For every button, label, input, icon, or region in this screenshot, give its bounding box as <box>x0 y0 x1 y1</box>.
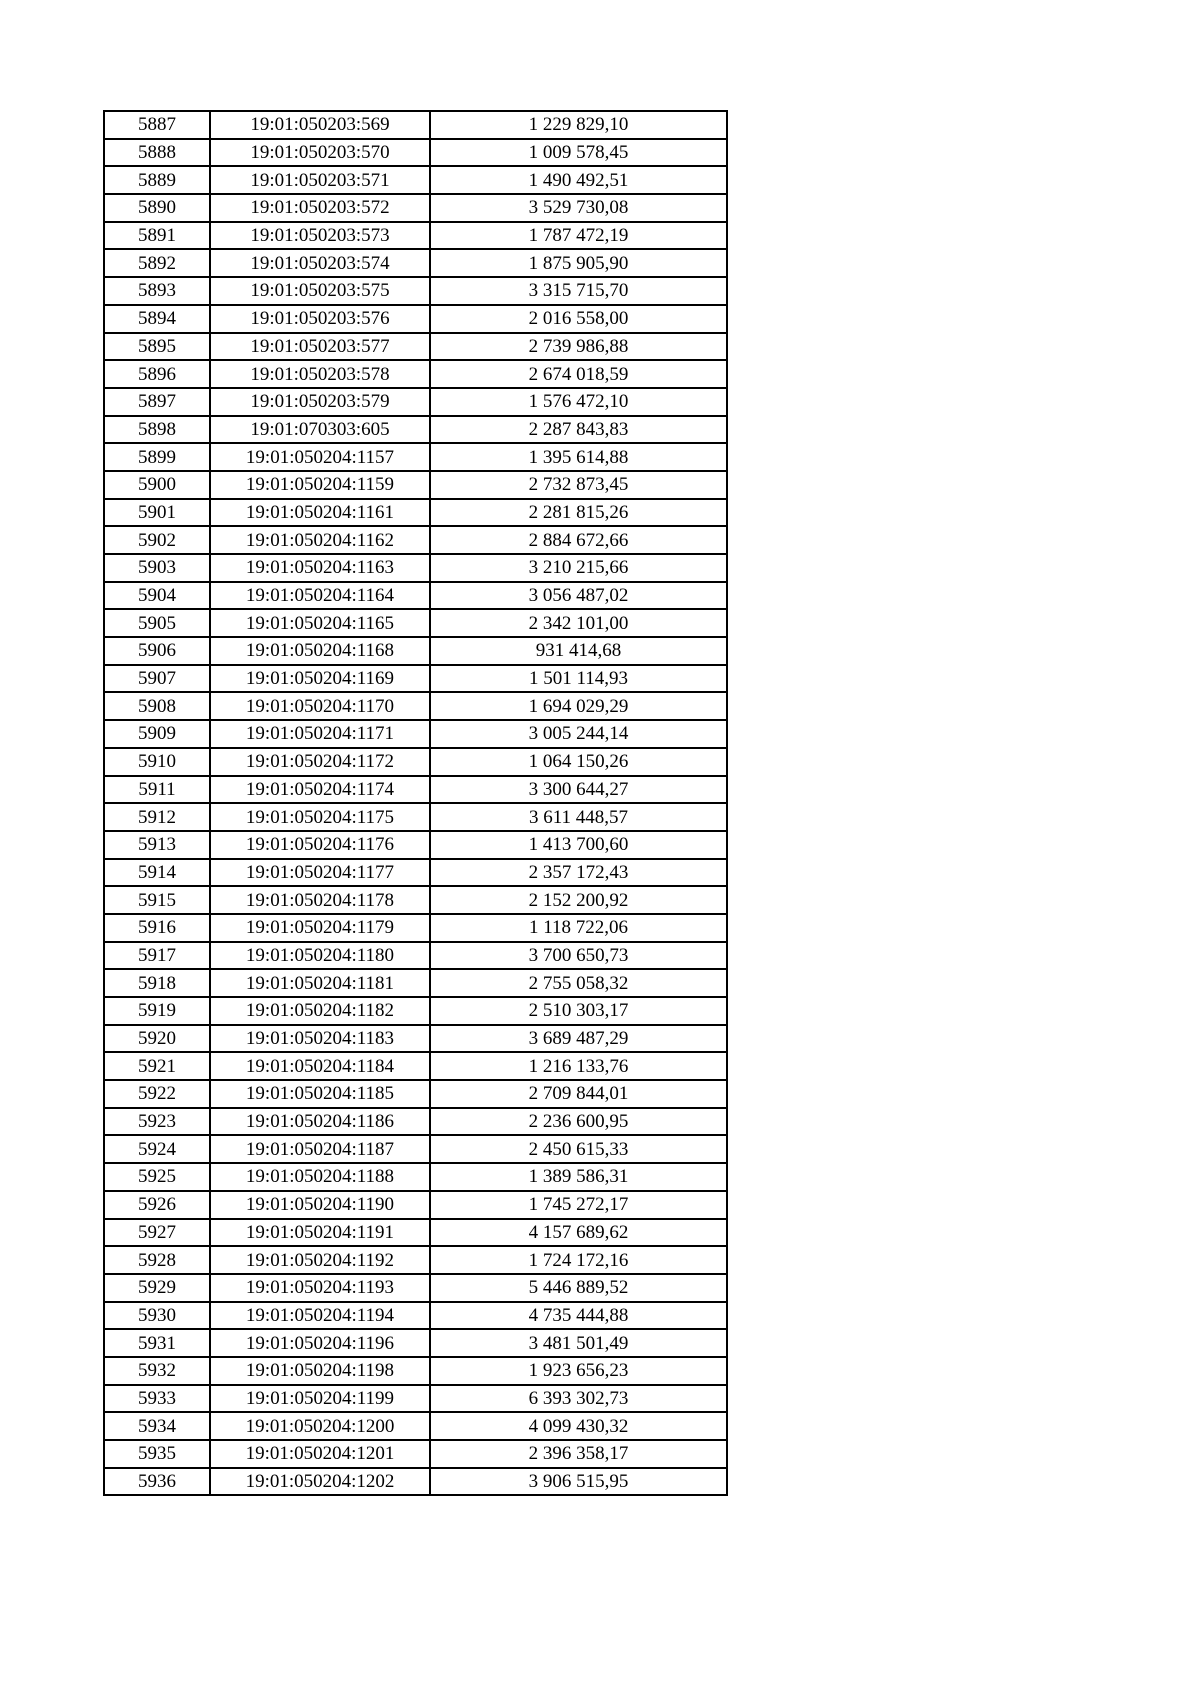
table-row <box>104 886 727 914</box>
value-cell: 4 735 444,88 <box>430 1302 727 1330</box>
cadastral-number-cell: 19:01:050204:1193 <box>210 1274 430 1302</box>
row-number-cell: 5905 <box>104 609 210 637</box>
table-row <box>104 914 727 942</box>
row-number-cell: 5894 <box>104 305 210 333</box>
value-cell: 6 393 302,73 <box>430 1385 727 1413</box>
table-row <box>104 194 727 222</box>
value-cell: 1 576 472,10 <box>430 388 727 416</box>
cadastral-number-cell: 19:01:050203:574 <box>210 249 430 277</box>
value-cell: 1 389 586,31 <box>430 1163 727 1191</box>
table-row <box>104 526 727 554</box>
cadastral-number-cell: 19:01:050204:1191 <box>210 1219 430 1247</box>
row-number-cell: 5909 <box>104 720 210 748</box>
cadastral-number-cell: 19:01:050204:1157 <box>210 443 430 471</box>
row-number-cell: 5903 <box>104 554 210 582</box>
cadastral-number-cell: 19:01:050204:1186 <box>210 1108 430 1136</box>
table-row <box>104 1329 727 1357</box>
table-row <box>104 1052 727 1080</box>
value-cell: 1 395 614,88 <box>430 443 727 471</box>
table-row <box>104 997 727 1025</box>
row-number-cell: 5890 <box>104 194 210 222</box>
row-number-cell: 5932 <box>104 1357 210 1385</box>
row-number-cell: 5927 <box>104 1219 210 1247</box>
row-number-cell: 5925 <box>104 1163 210 1191</box>
table-row <box>104 249 727 277</box>
row-number-cell: 5930 <box>104 1302 210 1330</box>
value-cell: 1 413 700,60 <box>430 831 727 859</box>
cadastral-number-cell: 19:01:050204:1201 <box>210 1440 430 1468</box>
value-cell: 2 510 303,17 <box>430 997 727 1025</box>
value-cell: 1 490 492,51 <box>430 166 727 194</box>
value-cell: 3 300 644,27 <box>430 776 727 804</box>
row-number-cell: 5917 <box>104 942 210 970</box>
table-row <box>104 1135 727 1163</box>
table-row <box>104 139 727 167</box>
row-number-cell: 5887 <box>104 111 210 139</box>
row-number-cell: 5908 <box>104 692 210 720</box>
cadastral-number-cell: 19:01:050204:1163 <box>210 554 430 582</box>
table-row <box>104 1440 727 1468</box>
table-row <box>104 277 727 305</box>
table-row <box>104 416 727 444</box>
table-row <box>104 942 727 970</box>
cadastral-number-cell: 19:01:050204:1192 <box>210 1246 430 1274</box>
table-row <box>104 305 727 333</box>
value-cell: 2 709 844,01 <box>430 1080 727 1108</box>
cadastral-number-cell: 19:01:050203:573 <box>210 222 430 250</box>
value-cell: 3 689 487,29 <box>430 1025 727 1053</box>
table-row <box>104 776 727 804</box>
table-row <box>104 1219 727 1247</box>
row-number-cell: 5902 <box>104 526 210 554</box>
row-number-cell: 5910 <box>104 748 210 776</box>
value-cell: 2 450 615,33 <box>430 1135 727 1163</box>
cadastral-number-cell: 19:01:050203:569 <box>210 111 430 139</box>
table-row <box>104 166 727 194</box>
value-cell: 2 342 101,00 <box>430 609 727 637</box>
row-number-cell: 5935 <box>104 1440 210 1468</box>
value-cell: 2 281 815,26 <box>430 499 727 527</box>
table-row <box>104 333 727 361</box>
row-number-cell: 5936 <box>104 1468 210 1496</box>
cadastral-number-cell: 19:01:050203:575 <box>210 277 430 305</box>
cadastral-number-cell: 19:01:050204:1200 <box>210 1412 430 1440</box>
cadastral-number-cell: 19:01:050204:1176 <box>210 831 430 859</box>
value-cell: 1 501 114,93 <box>430 665 727 693</box>
cadastral-number-cell: 19:01:050204:1181 <box>210 969 430 997</box>
value-cell: 2 152 200,92 <box>430 886 727 914</box>
cadastral-value-table <box>103 110 728 1496</box>
value-cell: 2 884 672,66 <box>430 526 727 554</box>
cadastral-number-cell: 19:01:050204:1162 <box>210 526 430 554</box>
value-cell: 1 064 150,26 <box>430 748 727 776</box>
value-cell: 3 056 487,02 <box>430 582 727 610</box>
table-row <box>104 1191 727 1219</box>
value-cell: 2 016 558,00 <box>430 305 727 333</box>
table-row <box>104 388 727 416</box>
row-number-cell: 5916 <box>104 914 210 942</box>
table-row <box>104 1108 727 1136</box>
row-number-cell: 5924 <box>104 1135 210 1163</box>
value-cell: 1 229 829,10 <box>430 111 727 139</box>
cadastral-number-cell: 19:01:050204:1198 <box>210 1357 430 1385</box>
cadastral-number-cell: 19:01:050203:572 <box>210 194 430 222</box>
row-number-cell: 5895 <box>104 333 210 361</box>
value-cell: 2 287 843,83 <box>430 416 727 444</box>
value-cell: 3 611 448,57 <box>430 803 727 831</box>
value-cell: 2 396 358,17 <box>430 1440 727 1468</box>
cadastral-number-cell: 19:01:050204:1171 <box>210 720 430 748</box>
value-cell: 2 755 058,32 <box>430 969 727 997</box>
cadastral-number-cell: 19:01:050203:577 <box>210 333 430 361</box>
table-row <box>104 609 727 637</box>
cadastral-number-cell: 19:01:050203:570 <box>210 139 430 167</box>
value-cell: 1 118 722,06 <box>430 914 727 942</box>
row-number-cell: 5892 <box>104 249 210 277</box>
value-cell: 2 739 986,88 <box>430 333 727 361</box>
row-number-cell: 5912 <box>104 803 210 831</box>
table-row <box>104 1468 727 1496</box>
value-cell: 1 745 272,17 <box>430 1191 727 1219</box>
row-number-cell: 5914 <box>104 859 210 887</box>
row-number-cell: 5918 <box>104 969 210 997</box>
row-number-cell: 5897 <box>104 388 210 416</box>
table-row <box>104 582 727 610</box>
table-row <box>104 637 727 665</box>
row-number-cell: 5889 <box>104 166 210 194</box>
table-row <box>104 443 727 471</box>
table-row <box>104 803 727 831</box>
row-number-cell: 5896 <box>104 360 210 388</box>
cadastral-number-cell: 19:01:050204:1175 <box>210 803 430 831</box>
table-row <box>104 1246 727 1274</box>
table-row <box>104 499 727 527</box>
row-number-cell: 5921 <box>104 1052 210 1080</box>
table-row <box>104 222 727 250</box>
cadastral-number-cell: 19:01:050204:1178 <box>210 886 430 914</box>
row-number-cell: 5913 <box>104 831 210 859</box>
cadastral-number-cell: 19:01:050204:1179 <box>210 914 430 942</box>
cadastral-number-cell: 19:01:050203:571 <box>210 166 430 194</box>
table-row <box>104 831 727 859</box>
row-number-cell: 5934 <box>104 1412 210 1440</box>
cadastral-number-cell: 19:01:050204:1188 <box>210 1163 430 1191</box>
cadastral-number-cell: 19:01:050204:1164 <box>210 582 430 610</box>
cadastral-number-cell: 19:01:050204:1196 <box>210 1329 430 1357</box>
value-cell: 3 315 715,70 <box>430 277 727 305</box>
value-cell: 1 787 472,19 <box>430 222 727 250</box>
cadastral-number-cell: 19:01:050204:1170 <box>210 692 430 720</box>
table-row <box>104 665 727 693</box>
table-row <box>104 1025 727 1053</box>
value-cell: 2 732 873,45 <box>430 471 727 499</box>
row-number-cell: 5898 <box>104 416 210 444</box>
value-cell: 3 529 730,08 <box>430 194 727 222</box>
cadastral-number-cell: 19:01:050204:1187 <box>210 1135 430 1163</box>
row-number-cell: 5893 <box>104 277 210 305</box>
row-number-cell: 5891 <box>104 222 210 250</box>
table-row <box>104 360 727 388</box>
cadastral-number-cell: 19:01:050204:1168 <box>210 637 430 665</box>
value-cell: 1 923 656,23 <box>430 1357 727 1385</box>
value-cell: 5 446 889,52 <box>430 1274 727 1302</box>
row-number-cell: 5901 <box>104 499 210 527</box>
row-number-cell: 5911 <box>104 776 210 804</box>
value-cell: 3 481 501,49 <box>430 1329 727 1357</box>
cadastral-number-cell: 19:01:050204:1202 <box>210 1468 430 1496</box>
table-row <box>104 1357 727 1385</box>
cadastral-number-cell: 19:01:050204:1184 <box>210 1052 430 1080</box>
value-cell: 2 236 600,95 <box>430 1108 727 1136</box>
row-number-cell: 5899 <box>104 443 210 471</box>
row-number-cell: 5915 <box>104 886 210 914</box>
value-cell: 3 210 215,66 <box>430 554 727 582</box>
value-cell: 1 216 133,76 <box>430 1052 727 1080</box>
cadastral-number-cell: 19:01:050203:579 <box>210 388 430 416</box>
table-row <box>104 554 727 582</box>
cadastral-number-cell: 19:01:050204:1172 <box>210 748 430 776</box>
table-row <box>104 1080 727 1108</box>
table-row <box>104 1302 727 1330</box>
value-cell: 2 357 172,43 <box>430 859 727 887</box>
cadastral-number-cell: 19:01:050204:1161 <box>210 499 430 527</box>
cadastral-number-cell: 19:01:050204:1182 <box>210 997 430 1025</box>
cadastral-number-cell: 19:01:050204:1185 <box>210 1080 430 1108</box>
table-row <box>104 1163 727 1191</box>
value-cell: 4 099 430,32 <box>430 1412 727 1440</box>
row-number-cell: 5928 <box>104 1246 210 1274</box>
row-number-cell: 5926 <box>104 1191 210 1219</box>
table-row <box>104 720 727 748</box>
row-number-cell: 5922 <box>104 1080 210 1108</box>
cadastral-number-cell: 19:01:050204:1194 <box>210 1302 430 1330</box>
cadastral-number-cell: 19:01:050204:1180 <box>210 942 430 970</box>
table-row <box>104 969 727 997</box>
value-cell: 2 674 018,59 <box>430 360 727 388</box>
table-row <box>104 748 727 776</box>
row-number-cell: 5906 <box>104 637 210 665</box>
row-number-cell: 5931 <box>104 1329 210 1357</box>
row-number-cell: 5900 <box>104 471 210 499</box>
cadastral-number-cell: 19:01:050204:1177 <box>210 859 430 887</box>
row-number-cell: 5933 <box>104 1385 210 1413</box>
value-cell: 3 700 650,73 <box>430 942 727 970</box>
value-cell: 931 414,68 <box>430 637 727 665</box>
row-number-cell: 5923 <box>104 1108 210 1136</box>
value-cell: 1 694 029,29 <box>430 692 727 720</box>
table-row <box>104 1385 727 1413</box>
table-row <box>104 471 727 499</box>
value-cell: 1 009 578,45 <box>430 139 727 167</box>
cadastral-number-cell: 19:01:070303:605 <box>210 416 430 444</box>
cadastral-number-cell: 19:01:050203:576 <box>210 305 430 333</box>
cadastral-number-cell: 19:01:050204:1174 <box>210 776 430 804</box>
value-cell: 1 724 172,16 <box>430 1246 727 1274</box>
value-cell: 3 005 244,14 <box>430 720 727 748</box>
row-number-cell: 5929 <box>104 1274 210 1302</box>
value-cell: 3 906 515,95 <box>430 1468 727 1496</box>
table-row <box>104 111 727 139</box>
row-number-cell: 5888 <box>104 139 210 167</box>
table-row <box>104 859 727 887</box>
cadastral-number-cell: 19:01:050204:1159 <box>210 471 430 499</box>
cadastral-number-cell: 19:01:050204:1169 <box>210 665 430 693</box>
cadastral-number-cell: 19:01:050204:1183 <box>210 1025 430 1053</box>
cadastral-number-cell: 19:01:050204:1165 <box>210 609 430 637</box>
table-body <box>104 111 727 1495</box>
row-number-cell: 5920 <box>104 1025 210 1053</box>
cadastral-number-cell: 19:01:050204:1190 <box>210 1191 430 1219</box>
row-number-cell: 5919 <box>104 997 210 1025</box>
row-number-cell: 5907 <box>104 665 210 693</box>
table-row <box>104 692 727 720</box>
row-number-cell: 5904 <box>104 582 210 610</box>
value-cell: 4 157 689,62 <box>430 1219 727 1247</box>
cadastral-number-cell: 19:01:050203:578 <box>210 360 430 388</box>
table-row <box>104 1274 727 1302</box>
table-row <box>104 1412 727 1440</box>
cadastral-number-cell: 19:01:050204:1199 <box>210 1385 430 1413</box>
value-cell: 1 875 905,90 <box>430 249 727 277</box>
